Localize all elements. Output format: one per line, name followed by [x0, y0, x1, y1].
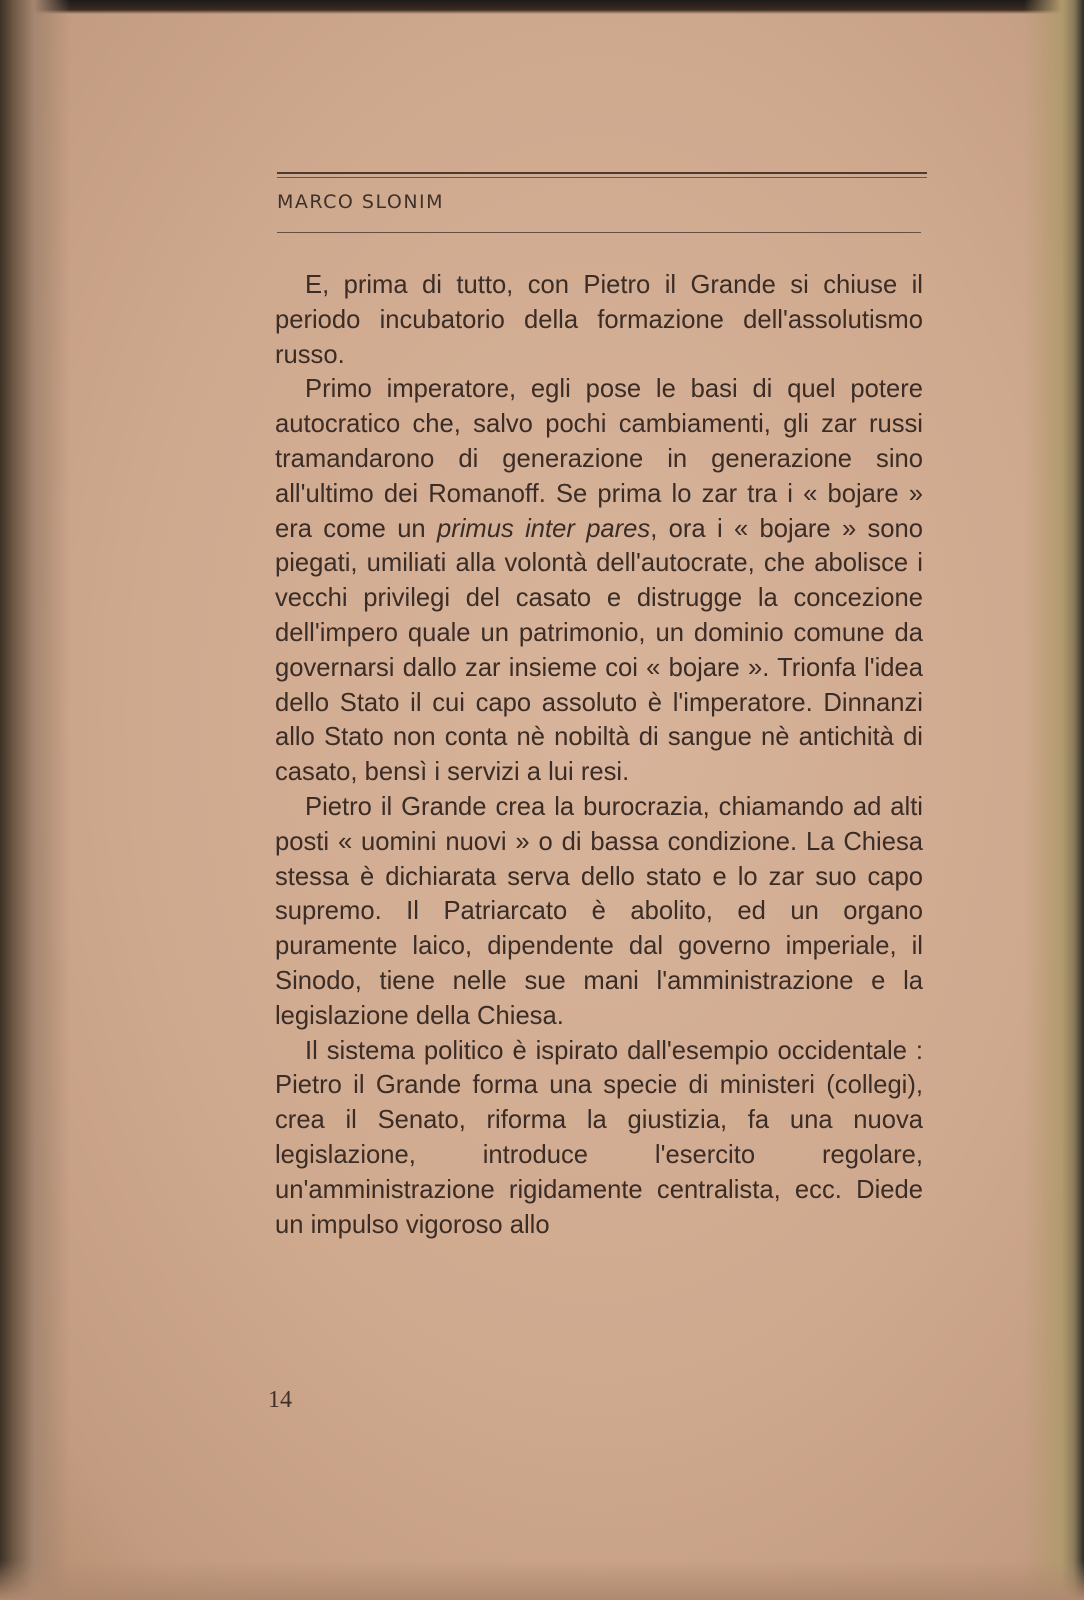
header-rule-top [277, 172, 927, 174]
header-rule-bottom [277, 232, 921, 233]
paragraph-2: Primo imperatore, egli pose le basi di quel potere autocratico che, salvo pochi cambiamenti, gli zar russi tramandarono di generazione in generazione sino all'ultimo dei Romanoff. Se prima lo zar tra i « bojare » era come un primus inter pares, ora i « bojare » sono piegati, umiliati alla volontà dell'autocrate, che abolisce i vecchi privilegi del casato e distrugge la concezione dell'impero quale un patrimonio, un dominio comune da governarsi dallo zar insieme coi « bojare ». Trionfa l'idea dello Stato il cui capo assoluto è l'imperatore. Dinnanzi allo Stato non conta nè nobiltà di sangue nè antichità di casato, bensì i servizi a lui resi. [275, 375, 923, 787]
header-rule-top-thin [277, 177, 927, 178]
paragraph-4: Il sistema politico è ispirato dall'esempio occidentale : Pietro il Grande forma una specie di ministeri (collegi), crea il Senato, riforma la giustizia, fa una nuova legislazione, introduce l'esercito regolare, un'amministrazione rigidamente centralista, ecc. Diede un impulso vigoroso allo [275, 1036, 923, 1239]
page-body [275, 268, 923, 1242]
page-number: 14 [268, 1387, 292, 1413]
page-bottom-edge [0, 1560, 1084, 1600]
paragraph-3: Pietro il Grande crea la burocrazia, chiamando ad alti posti « uomini nuovi » o di bassa condizione. La Chiesa stessa è dichiarata serva dello stato e lo zar suo capo supremo. Il Patriarcato è abolito, ed un organo puramente laico, dipendente dal governo imperiale, il Sinodo, tiene nelle sue mani l'amministrazione e la legislazione della Chiesa. [275, 792, 923, 1030]
latin-phrase: primus inter pares [436, 514, 651, 543]
paragraph-1: E, prima di tutto, con Pietro il Grande si chiuse il periodo incubatorio della formazione dell'assolutismo russo. [275, 271, 923, 369]
running-header: MARCO SLONIM [277, 191, 445, 213]
scan-top-shadow [0, 0, 1084, 14]
page-right-edge [1024, 0, 1084, 1600]
page-left-edge [0, 0, 70, 1600]
